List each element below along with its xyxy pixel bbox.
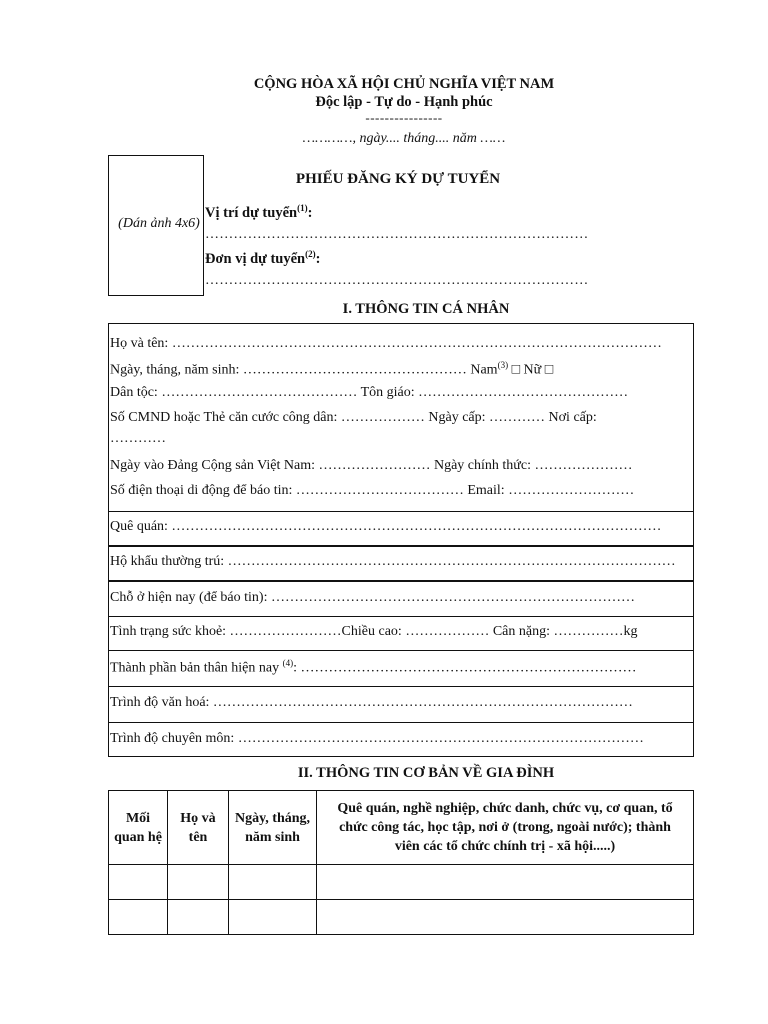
dob-gender-field[interactable] (110, 360, 553, 379)
current-address-field[interactable]: Chỗ ở hiện nay (để báo tin): …………………………………………………………………… (110, 590, 635, 605)
col-relation-line1: Mối (125, 810, 151, 826)
position-colon: : (307, 204, 313, 221)
col-dob-line2: năm sinh (245, 829, 300, 845)
row-divider (109, 722, 693, 723)
col-info-line2: chức công tác, học tập, nơi ở (trong, ngoài nước); thành (339, 820, 671, 835)
row-divider (109, 686, 693, 687)
col-info (317, 791, 694, 865)
id-card-field[interactable]: Số CMND hoặc Thẻ căn cước công dân: ……………… Ngày cấp: ………… Nơi cấp: (110, 410, 597, 425)
table-cell[interactable] (229, 865, 317, 900)
row-divider (109, 511, 693, 512)
id-card-field-cont[interactable]: ………… (110, 431, 166, 446)
table-row (109, 865, 694, 900)
col-name-line2: tên (188, 829, 208, 845)
table-cell[interactable] (229, 900, 317, 935)
section1-title: I. THÔNG TIN CÁ NHÂN (342, 301, 510, 317)
party-field[interactable]: Ngày vào Đảng Cộng sản Việt Nam: …………………… Ngày chính thức: ………………… (110, 458, 633, 473)
table-cell[interactable] (317, 865, 694, 900)
gender-options[interactable]: □ Nữ □ (508, 362, 554, 378)
background-text: Thành phần bản thân hiện nay (110, 660, 283, 676)
phone-email-field[interactable]: Số điện thoại di động để báo tin: ……………………………… Email: ……………………… (110, 483, 635, 498)
table-cell[interactable] (168, 900, 229, 935)
background-note: (4) (282, 658, 294, 668)
position-label (205, 203, 312, 222)
col-relation-line2: quan hệ (114, 829, 162, 845)
photo-placeholder (108, 155, 204, 296)
col-name (168, 791, 229, 865)
unit-field[interactable]: ……………………………………………………………………… (205, 273, 589, 288)
col-relation (109, 791, 168, 865)
header-separator: ---------------- (365, 110, 443, 125)
dob-text: Ngày, tháng, năm sinh: ………………………………………… Nam (110, 362, 498, 378)
gender-note: (3) (497, 360, 509, 370)
col-info-line3: viên các tổ chức chính trị - xã hội.....) (394, 839, 616, 854)
row-divider (109, 616, 693, 617)
hometown-field[interactable]: Quê quán: …………………………………………………………………………………………… (110, 519, 662, 534)
country-name: CỘNG HÒA XÃ HỘI CHỦ NGHĨA VIỆT NAM (253, 76, 555, 92)
table-cell[interactable] (168, 865, 229, 900)
unit-label (205, 249, 320, 268)
residence-field[interactable]: Hộ khẩu thường trú: …………………………………………………………………………………… (110, 554, 676, 569)
table-cell[interactable] (109, 865, 168, 900)
table-row (109, 900, 694, 935)
section2-title: II. THÔNG TIN CƠ BẢN VỀ GIA ĐÌNH (297, 765, 555, 781)
position-note: (1) (297, 203, 308, 213)
position-label-text: Vị trí dự tuyển (205, 204, 298, 221)
unit-label-text: Đơn vị dự tuyển (205, 250, 306, 267)
col-name-line1: Họ và (180, 810, 216, 826)
row-divider (109, 545, 693, 547)
date-line: …………, ngày.... tháng.... năm …… (302, 131, 506, 146)
health-field[interactable]: Tình trạng sức khoẻ: ……………………Chiều cao: ……………… Cân nặng: ……………kg (110, 624, 638, 639)
motto: Độc lập - Tự do - Hạnh phúc (315, 94, 493, 110)
unit-note: (2) (305, 249, 316, 259)
col-dob-line1: Ngày, tháng, (234, 810, 311, 826)
background-dots: : ……………………………………………………………… (293, 660, 637, 676)
row-divider (109, 650, 693, 651)
unit-colon: : (315, 250, 321, 267)
photo-label: (Dán ảnh 4x6) (118, 216, 200, 231)
table-cell[interactable] (109, 900, 168, 935)
col-info-line1: Quê quán, nghề nghiệp, chức danh, chức vụ, cơ quan, tổ (337, 801, 673, 816)
professional-field[interactable]: Trình độ chuyên môn: …………………………………………………………………………… (110, 731, 644, 746)
family-table-header (109, 791, 694, 865)
family-table (108, 790, 694, 935)
form-title: PHIẾU ĐĂNG KÝ DỰ TUYỂN (295, 171, 501, 187)
row-divider (109, 580, 693, 582)
table-cell[interactable] (317, 900, 694, 935)
education-field[interactable]: Trình độ văn hoá: ……………………………………………………………………………… (110, 695, 633, 710)
position-field[interactable]: ……………………………………………………………………… (205, 227, 589, 242)
personal-info-box (108, 323, 694, 757)
ethnicity-religion-field[interactable]: Dân tộc: …………………………………… Tôn giáo: ……………………………………… (110, 385, 629, 400)
col-dob (229, 791, 317, 865)
background-field[interactable] (110, 658, 637, 677)
fullname-field[interactable]: Họ và tên: …………………………………………………………………………………………… (110, 336, 662, 351)
